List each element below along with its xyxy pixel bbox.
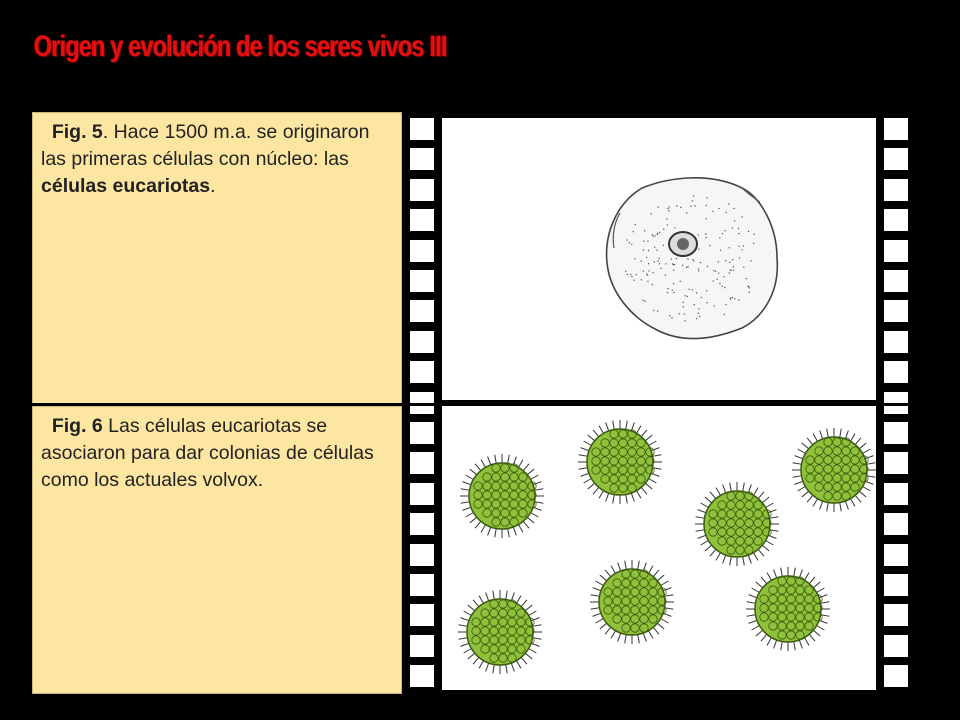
fig5-caption-panel [32, 112, 402, 404]
sprocket-hole [884, 361, 908, 383]
volvox-colony [792, 428, 876, 512]
fig5-caption [41, 119, 395, 200]
sprocket-hole [884, 513, 908, 535]
sprocket-hole [410, 604, 434, 626]
volvox-colony [578, 420, 662, 504]
fig6-caption-panel [32, 406, 402, 694]
sprocket-hole [410, 452, 434, 474]
fig6-image-frame [442, 404, 876, 690]
sprocket-hole [884, 270, 908, 292]
slide-title: Origen y evolución de los seres vivos III [34, 30, 447, 63]
volvox-colony [590, 560, 674, 644]
sprocket-hole [884, 179, 908, 201]
sprocket-hole [884, 240, 908, 262]
sprocket-hole [884, 635, 908, 657]
fig5-image-frame [442, 118, 876, 400]
fig6-label: Fig. 6 [51, 415, 103, 437]
eukaryotic-cell-icon [442, 118, 876, 400]
sprocket-hole [884, 574, 908, 596]
fig6-text: Las células eucariotas se asociaron para dar colonias de células como los actuales volvox. [41, 415, 374, 491]
volvox-colony-icon [442, 404, 876, 690]
sprocket-hole [884, 544, 908, 566]
volvox-colony [695, 482, 779, 566]
sprocket-hole [884, 300, 908, 322]
volvox-colony [458, 590, 542, 674]
fig5-bold-term: células eucariotas [41, 175, 211, 197]
sprocket-hole [410, 270, 434, 292]
sprocket-hole [410, 544, 434, 566]
sprocket-hole [410, 574, 434, 596]
sprocket-hole [884, 118, 908, 140]
sprocket-hole [884, 483, 908, 505]
sprocket-hole [410, 300, 434, 322]
sprocket-hole [884, 331, 908, 353]
volvox-colony [460, 454, 544, 538]
sprocket-hole [410, 635, 434, 657]
sprocket-hole [410, 483, 434, 505]
fig5-text-a: . Hace 1500 m.a. se originaron las primeras células con núcleo: las [41, 121, 370, 170]
sprocket-hole [410, 148, 434, 170]
sprocket-hole [410, 513, 434, 535]
volvox-colony [746, 567, 830, 651]
sprocket-hole [410, 361, 434, 383]
fig5-label: Fig. 5 [51, 121, 103, 143]
sprocket-hole [884, 665, 908, 687]
sprocket-hole [410, 331, 434, 353]
sprocket-hole [410, 118, 434, 140]
fig6-caption [41, 413, 395, 494]
sprocket-hole [410, 179, 434, 201]
sprocket-hole [410, 209, 434, 231]
sprocket-hole [884, 209, 908, 231]
sprocket-hole [410, 665, 434, 687]
sprocket-hole [884, 604, 908, 626]
sprocket-hole [884, 148, 908, 170]
sprocket-hole [410, 240, 434, 262]
sprocket-hole [884, 422, 908, 444]
sprocket-hole [410, 422, 434, 444]
fig5-text-b: . [210, 175, 216, 197]
sprocket-hole [884, 452, 908, 474]
horizontal-divider [32, 403, 914, 406]
